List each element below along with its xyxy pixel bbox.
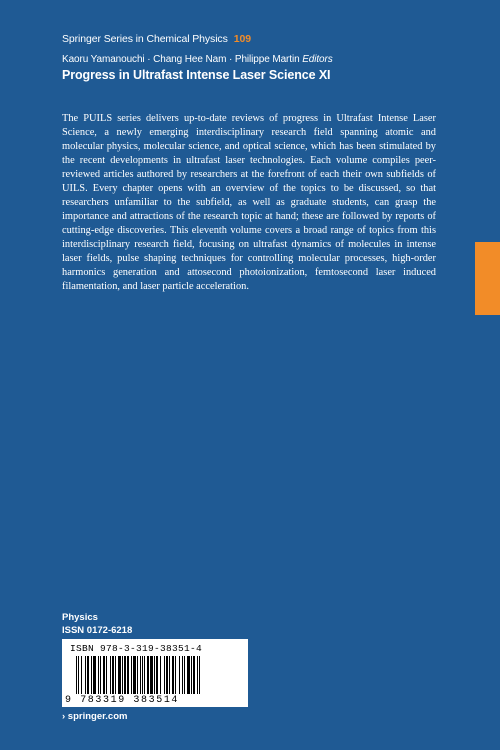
series-line xyxy=(62,33,251,45)
book-description: The PUILS series delivers up-to-date reviews of progress in Ultrafast Intense Laser Science, a newly emerging interdisciplinary research field spanning atomic and molecular physics, molecular science, and optical science, which has been stimulated by the recent developments in ultrafast laser technologies. Each volume compiles peer-reviewed articles authored by researchers at the forefront of each their own subfields of UILS. Every chapter opens with an overview of the topics to be discussed, so that researchers unfamiliar to the subfield, as well as graduate students, can grasp the importance and attractions of the research topic at hand; these are followed by reports of cutting-edge discoveries. This eleventh volume covers a broad range of topics from this interdisciplinary research field, focusing on ultrafast dynamics of molecules in intense laser fields, pulse shaping techniques for controlling molecular processes, high-order harmonics generation and attosecond photoionization, femtosecond laser induced filamentation, and laser particle acceleration. xyxy=(62,113,436,292)
isbn-label: ISBN 978-3-319-38351-4 xyxy=(70,643,203,654)
series-number: 109 xyxy=(233,33,251,45)
subject-label: Physics xyxy=(62,612,98,623)
orange-edge-tab xyxy=(475,242,500,315)
book-title: Progress in Ultrafast Intense Laser Science XI xyxy=(62,68,331,82)
publisher-website: › springer.com xyxy=(62,711,128,722)
barcode xyxy=(62,639,248,707)
barcode-digits: 9 783319 383514 xyxy=(65,695,180,706)
editors-role: Editors xyxy=(302,54,333,65)
barcode-bars xyxy=(76,656,238,694)
editor-names: Kaoru Yamanouchi · Chang Hee Nam · Philippe Martin xyxy=(62,54,300,65)
editors-line xyxy=(62,54,333,65)
series-name: Springer Series in Chemical Physics xyxy=(62,33,228,45)
issn-label: ISSN 0172-6218 xyxy=(62,625,133,636)
